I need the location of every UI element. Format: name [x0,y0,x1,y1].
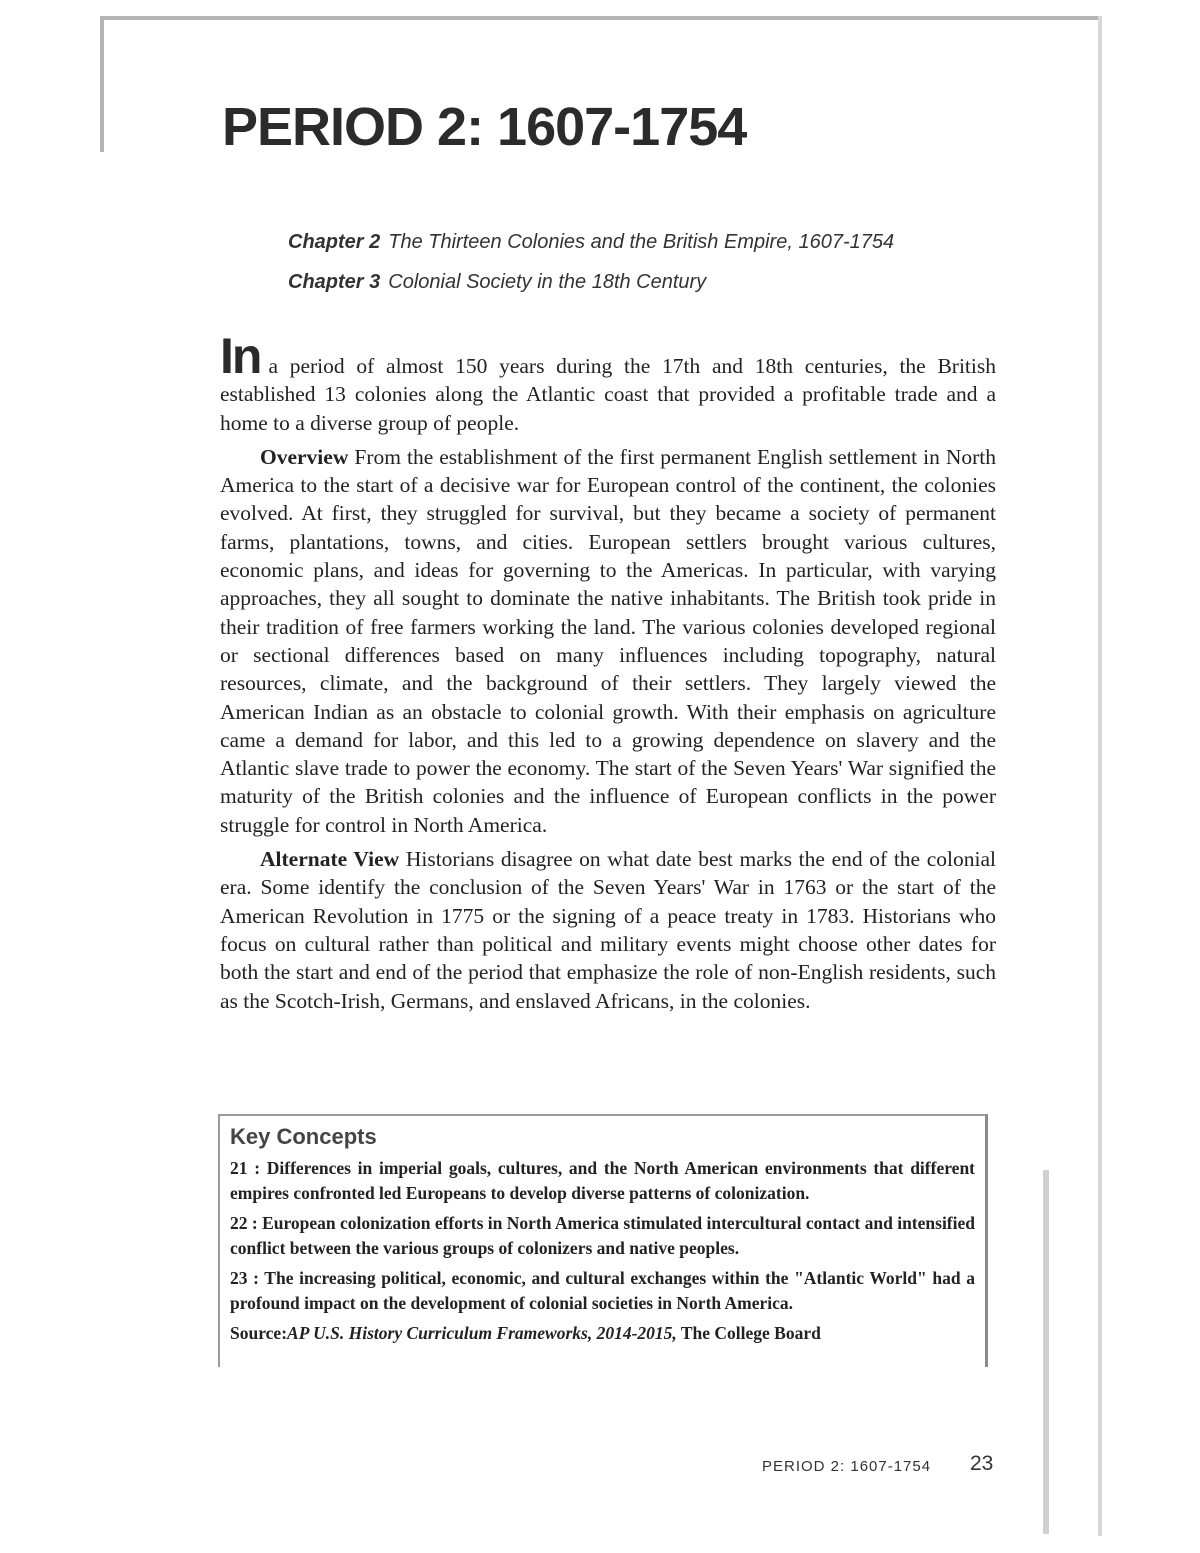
overview-paragraph [220,443,996,839]
page-border-right [1098,16,1102,1536]
chapter-entry [288,228,894,268]
overview-heading: Overview [260,444,349,469]
alternate-view-paragraph [220,845,996,1015]
key-concepts-source [230,1321,975,1345]
chapter-list [288,228,894,308]
drop-cap: In [220,328,261,384]
page-border-top [100,16,1102,20]
chapter-label: Chapter 2 [288,231,381,253]
page-number: 23 [970,1452,994,1475]
intro-text: a period of almost 150 years during the 17th and 18th centuries, the British established 13 colonies along the Atlantic coast that provided a profitable trade and a home to a diverse group of people. [220,354,996,435]
key-concept-item: 23 : The increasing political, economic, and cultural exchanges within the "Atlantic World" had a profound impact on the development of colonial societies in North America. [230,1268,975,1313]
main-text [220,328,997,1021]
key-concepts-box [218,1114,988,1367]
page-border-left [100,16,104,152]
intro-paragraph [220,328,996,437]
source-title: AP U.S. History Curriculum Frameworks, 2014-2015, [287,1323,677,1343]
key-concepts-title: Key Concepts [230,1124,377,1149]
alternate-view-heading: Alternate View [260,847,400,872]
source-label: Source: [230,1323,288,1343]
page-title: PERIOD 2: 1607-1754 [222,97,747,157]
key-concept-item: 21 : Differences in imperial goals, cultures, and the North American environments that different empires confronted led Europeans to develop diverse patterns of colonization. [230,1158,975,1203]
overview-text: From the establishment of the first permanent English settlement in North America to the start of a decisive war for European control of the continent, the colonies evolved. At first, they struggled for survival, but they became a society of permanent farms, plantations, towns, and cities. European settlers brought various cultures, economic plans, and ideas for governing to the Americas. In particular, with varying approaches, they all sought to dominate the native inhabitants. The British took pride in their tradition of free farmers working the land. The various colonies developed regional or sectional differences based on many influences including topography, natural resources, climate, and the background of their settlers. They largely viewed the American Indian as an obstacle to colonial growth. With their emphasis on agriculture came a demand for labor, and this led to a growing dependence on slavery and the Atlantic slave trade to power the economy. The start of the Seven Years' War signified the maturity of the British colonies and the influence of European conflicts in the power struggle for control in North America. [220,444,997,837]
chapter-entry [288,268,894,308]
running-footer: PERIOD 2: 1607-1754 [762,1458,932,1475]
key-concept-item: 22 : European colonization efforts in North America stimulated intercultural contact and intensified conflict between the various groups of colonizers and native peoples. [230,1213,975,1258]
chapter-title: Colonial Society in the 18th Century [388,271,707,293]
chapter-label: Chapter 3 [288,271,381,293]
chapter-title: The Thirteen Colonies and the British Empire, 1607-1754 [388,231,895,253]
alternate-view-text: Historians disagree on what date best marks the end of the colonial era. Some identify the conclusion of the Seven Years' War in 1763 or the start of the American Revolution in 1775 or the signing of a peace treaty in 1783. Historians who focus on cultural rather than political and military events might choose other dates for both the start and end of the period that emphasize the role of non-English residents, such as the Scotch-Irish, Germans, and enslaved Africans, in the colonies. [220,847,996,1013]
source-publisher: The College Board [680,1323,821,1343]
page-edge-shadow [1043,1170,1049,1534]
